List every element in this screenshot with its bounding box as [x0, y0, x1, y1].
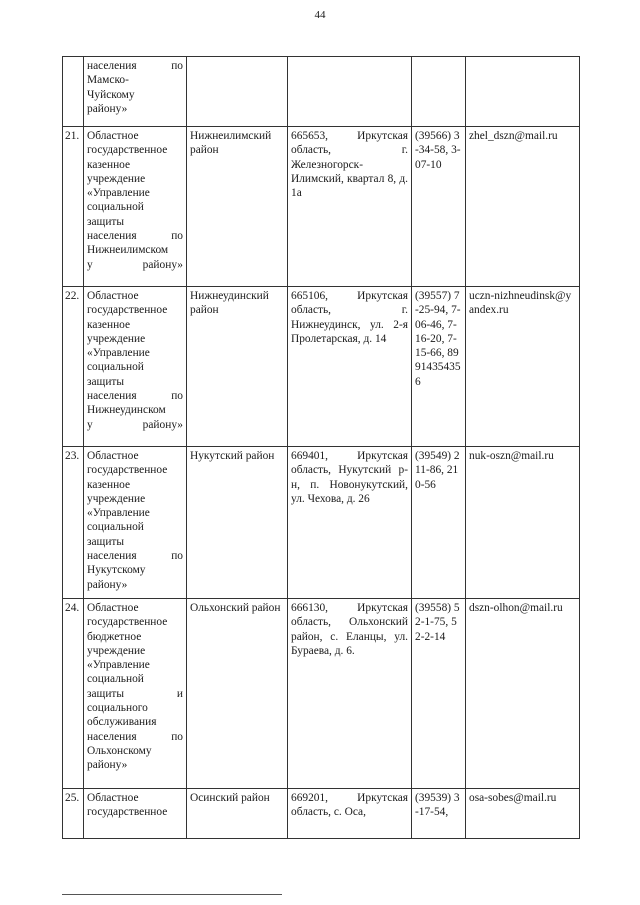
address-cell: 665653, Иркутская область, г. Железногорск-Илимский, квартал 8, д. 1а: [288, 127, 412, 287]
organization-name-line: учреждение: [87, 492, 146, 505]
email-cell: osa-sobes@mail.ru: [466, 789, 580, 839]
organization-name-line: казенное: [87, 318, 131, 331]
organization-name-line: защиты: [87, 375, 125, 388]
organization-name-line: Мамско-: [87, 74, 129, 87]
organization-name-line: учреждение: [87, 172, 146, 185]
row-number: 23.: [63, 447, 84, 599]
table-row: [63, 57, 580, 127]
organization-name-line: социальной: [87, 521, 144, 534]
social-protection-registry-table: [62, 56, 580, 839]
organization-name-line: у району»: [87, 258, 183, 271]
organization-name-line: социальной: [87, 361, 144, 374]
organization-name-line: «Управление: [87, 659, 150, 672]
organization-name-cell: [84, 447, 187, 599]
organization-name-line: учреждение: [87, 644, 146, 657]
address-cell: 665106, Иркутская область, г. Нижнеудинск, ул. 2-я Пролетарская, д. 14: [288, 287, 412, 447]
district-cell: Осинский район: [187, 789, 288, 839]
email-cell: nuk-oszn@mail.ru: [466, 447, 580, 599]
organization-name-line: казенное: [87, 158, 131, 171]
organization-name-line: бюджетное: [87, 630, 142, 643]
organization-name-line: населения по: [87, 390, 183, 403]
organization-name-line: Областное: [87, 130, 139, 142]
registry-table-body: [63, 57, 580, 839]
organization-name-line: району»: [87, 102, 128, 115]
organization-name-line: социального: [87, 702, 148, 715]
table-row: [63, 447, 580, 599]
district-cell: Нижнеилимский район: [187, 127, 288, 287]
organization-name-line: социальной: [87, 201, 144, 214]
phone-cell: (39539) 3-17-54,: [412, 789, 466, 839]
organization-name-cell: [84, 127, 187, 287]
email-cell: [466, 57, 580, 127]
organization-name-line: населения по: [87, 60, 183, 72]
table-row: [63, 599, 580, 789]
organization-name-line: обслуживания: [87, 716, 157, 729]
organization-name-line: учреждение: [87, 332, 146, 345]
organization-name-line: Нижнеилимском: [87, 244, 169, 257]
organization-name-cell: [84, 287, 187, 447]
district-cell: Нукутский район: [187, 447, 288, 599]
email-cell: zhel_dszn@mail.ru: [466, 127, 580, 287]
organization-name-line: Ольхонскому: [87, 744, 152, 757]
table-row: [63, 127, 580, 287]
email-cell: dszn-olhon@mail.ru: [466, 599, 580, 789]
organization-name-line: государственное: [87, 144, 168, 157]
phone-cell: (39558) 52-1-75, 52-2-14: [412, 599, 466, 789]
row-number: [63, 57, 84, 127]
organization-name-line: государственное: [87, 616, 168, 629]
organization-name-line: Нижнеудинском: [87, 404, 166, 417]
district-cell: [187, 57, 288, 127]
row-number: 25.: [63, 789, 84, 839]
row-number: 21.: [63, 127, 84, 287]
organization-name-line: Областное: [87, 450, 139, 462]
organization-name-line: защиты и: [87, 687, 183, 700]
organization-name-line: Областное: [87, 792, 139, 804]
phone-cell: (39566) 3-34-58, 3-07-10: [412, 127, 466, 287]
organization-name-line: району»: [87, 578, 128, 591]
organization-name-line: району»: [87, 759, 128, 772]
organization-name-cell: [84, 57, 187, 127]
organization-name-line: Областное: [87, 290, 139, 302]
organization-name-line: защиты: [87, 535, 125, 548]
organization-name-line: государственное: [87, 304, 168, 317]
phone-cell: (39557) 7-25-94, 7-06-46, 7-16-20, 7-15-66, 89914354356: [412, 287, 466, 447]
organization-name-line: защиты: [87, 215, 125, 228]
organization-name-line: Областное: [87, 602, 139, 614]
address-cell: 666130, Иркутская область, Ольхонский район, с. Еланцы, ул. Бураева, д. 6.: [288, 599, 412, 789]
organization-name-cell: [84, 789, 187, 839]
row-number: 24.: [63, 599, 84, 789]
phone-cell: (39549) 211-86, 210-56: [412, 447, 466, 599]
table-row: [63, 287, 580, 447]
organization-name-line: населения по: [87, 730, 183, 743]
organization-name-line: социальной: [87, 673, 144, 686]
organization-name-line: «Управление: [87, 347, 150, 360]
organization-name-line: населения по: [87, 550, 183, 563]
organization-name-line: государственное: [87, 806, 168, 819]
page-number: 44: [314, 9, 326, 21]
address-cell: 669201, Иркутская область, с. Оса,: [288, 789, 412, 839]
district-cell: Нижнеудинский район: [187, 287, 288, 447]
organization-name-line: государственное: [87, 464, 168, 477]
organization-name-cell: [84, 599, 187, 789]
email-cell: uczn-nizhneudinsk@yandex.ru: [466, 287, 580, 447]
phone-cell: [412, 57, 466, 127]
organization-name-line: Чуйскому: [87, 88, 135, 101]
district-cell: Ольхонский район: [187, 599, 288, 789]
organization-name-line: «Управление: [87, 507, 150, 520]
organization-name-line: Нукутскому: [87, 564, 146, 577]
organization-name-line: у району»: [87, 418, 183, 431]
organization-name-line: «Управление: [87, 187, 150, 200]
row-number: 22.: [63, 287, 84, 447]
organization-name-line: населения по: [87, 230, 183, 243]
address-cell: [288, 57, 412, 127]
address-cell: 669401, Иркутская область, Нукутский р-н, п. Новонукутский, ул. Чехова, д. 26: [288, 447, 412, 599]
table-row: [63, 789, 580, 839]
organization-name-line: казенное: [87, 478, 131, 491]
footnote-separator-line: [62, 894, 282, 895]
